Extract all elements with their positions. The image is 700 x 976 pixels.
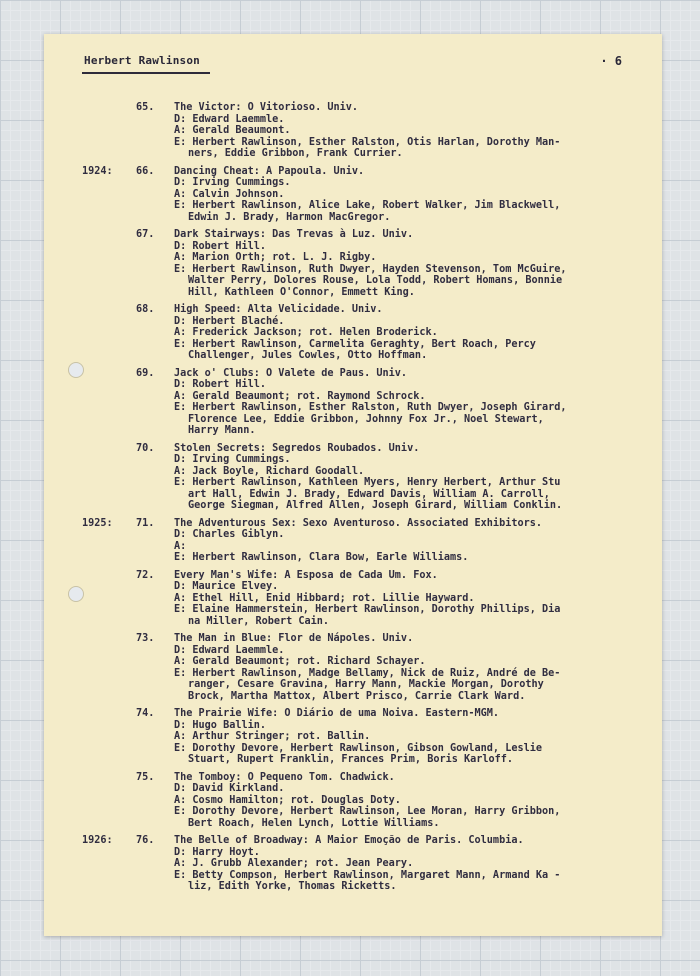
entry-number: 69. [136,367,155,379]
entry-number: 65. [136,102,155,113]
credit-line: A: Calvin Johnson. [174,188,285,200]
credit-continuation-line: ners, Eddie Gribbon, Frank Currier. [188,148,403,159]
page-header-name: Herbert Rawlinson [84,54,200,67]
credit-line: A: J. Grubb Alexander; rot. Jean Peary. [174,858,414,869]
film-entry [82,368,642,437]
credit-line: A: Jack Boyle, Richard Goodall. [174,465,365,477]
filmography-list [82,102,642,899]
film-entry [82,633,642,702]
film-entry [82,570,642,628]
film-entry [82,166,642,224]
entry-number: 67. [136,229,155,240]
credit-line: D: Edward Laemmle. [174,113,285,125]
credit-line: A: Gerald Beaumont. [174,125,291,136]
credit-line: A: Frederick Jackson; rot. Helen Broderick. [174,327,438,338]
credit-line: E: Elaine Hammerstein, Herbert Rawlinson, Dorothy Phillips, Dia [174,604,561,615]
credit-continuation-line: Bert Roach, Helen Lynch, Lottie Williams. [188,817,440,829]
credit-continuation-line: ranger, Cesare Gravina, Harry Mann, Mackie Morgan, Dorothy [188,679,544,690]
film-entry [82,518,642,564]
credit-line: D: Robert Hill. [174,379,267,390]
entry-number: 68. [136,304,155,315]
film-title-line: The Man in Blue: Flor de Nápoles. Univ. [174,633,414,644]
entry-year: 1925: [82,517,113,529]
credit-line: A: Arthur Stringer; rot. Ballin. [174,731,371,742]
entry-number: 76. [136,835,155,846]
film-title-line: The Belle of Broadway: A Maior Emoção de Paris. Columbia. [174,835,524,846]
film-title-line: Stolen Secrets: Segredos Roubados. Univ. [174,442,420,454]
page-number-value: 6 [614,54,622,68]
film-entry [82,835,642,893]
entry-number: 70. [136,442,155,454]
entry-number: 75. [136,771,155,783]
credit-line: A: [174,540,187,552]
credit-line: E: Herbert Rawlinson, Kathleen Myers, Henry Herbert, Arthur Stu [174,477,561,488]
credit-line: D: Maurice Elvey. [174,581,279,592]
credit-line: E: Herbert Rawlinson, Carmelita Geraghty, Bert Roach, Percy [174,338,536,350]
credit-line: E: Dorothy Devore, Herbert Rawlinson, Lee Moran, Harry Gribbon, [174,806,561,817]
credit-continuation-line: Brock, Martha Mattox, Albert Prisco, Carrie Clark Ward. [188,690,526,702]
film-title-line: Jack o' Clubs: O Valete de Paus. Univ. [174,367,408,379]
credit-line: E: Herbert Rawlinson, Esther Ralston, Otis Harlan, Dorothy Man- [174,136,561,148]
typewritten-page [44,34,662,936]
film-title-line: Every Man's Wife: A Esposa de Cada Um. Fox. [174,569,438,581]
entry-number: 72. [136,569,155,581]
film-entry [82,304,642,362]
credit-line: D: Edward Laemmle. [174,644,285,656]
film-title-line: Dark Stairways: Das Trevas à Luz. Univ. [174,229,414,240]
credit-continuation-line: Stuart, Rupert Franklin, Frances Prim, Boris Karloff. [188,754,514,765]
credit-continuation-line: Challenger, Jules Cowles, Otto Hoffman. [188,350,428,361]
film-title-line: High Speed: Alta Velicidade. Univ. [174,304,383,315]
film-entry [82,772,642,830]
credit-line: E: Dorothy Devore, Herbert Rawlinson, Gibson Gowland, Leslie [174,742,543,754]
credit-continuation-line: Walter Perry, Dolores Rouse, Lola Todd, Robert Homans, Bonnie [188,275,563,286]
credit-continuation-line: Harry Mann. [188,425,256,436]
credit-continuation-line: art Hall, Edwin J. Brady, Edward Davis, William A. Carroll, [188,488,550,500]
film-title-line: Dancing Cheat: A Papoula. Univ. [174,165,365,177]
credit-line: D: Herbert Blaché. [174,315,285,327]
entry-year: 1924: [82,165,113,177]
credit-line: A: Gerald Beaumont; rot. Raymond Schrock. [174,390,426,402]
page-number: · 6 [600,54,622,68]
credit-line: A: Gerald Beaumont; rot. Richard Schayer. [174,656,426,667]
credit-line: A: Ethel Hill, Enid Hibbard; rot. Lillie Hayward. [174,592,475,604]
credit-continuation-line: liz, Edith Yorke, Thomas Ricketts. [188,881,397,892]
credit-line: D: Harry Hoyt. [174,846,260,858]
credit-line: D: Hugo Ballin. [174,719,267,731]
credit-line: D: Irving Cummings. [174,177,291,188]
credit-line: E: Herbert Rawlinson, Clara Bow, Earle Williams. [174,552,469,563]
film-title-line: The Prairie Wife: O Diário de uma Noiva. Eastern-MGM. [174,708,500,719]
credit-continuation-line: Edwin J. Brady, Harmon MacGregor. [188,211,391,223]
credit-continuation-line: Hill, Kathleen O'Connor, Emmett King. [188,286,415,298]
credit-line: E: Herbert Rawlinson, Esther Ralston, Ruth Dwyer, Joseph Girard, [174,402,567,413]
entry-number: 66. [136,165,155,177]
film-title-line: The Adventurous Sex: Sexo Aventuroso. Associated Exhibitors. [174,517,543,529]
film-entry [82,708,642,766]
credit-line: D: Irving Cummings. [174,454,291,465]
header-underline [82,72,210,74]
film-entry [82,102,642,160]
credit-line: D: David Kirkland. [174,783,285,794]
film-entry [82,229,642,298]
credit-line: A: Cosmo Hamilton; rot. Douglas Doty. [174,794,401,806]
credit-line: D: Robert Hill. [174,240,267,252]
credit-line: E: Betty Compson, Herbert Rawlinson, Margaret Mann, Armand Ka - [174,869,561,881]
entry-number: 71. [136,517,155,529]
entry-number: 73. [136,633,155,644]
credit-continuation-line: na Miller, Robert Cain. [188,615,330,627]
credit-continuation-line: George Siegman, Alfred Allen, Joseph Girard, William Conklin. [188,500,563,511]
entry-year: 1926: [82,835,113,846]
film-title-line: The Victor: O Vitorioso. Univ. [174,102,359,113]
credit-continuation-line: Florence Lee, Eddie Gribbon, Johnny Fox Jr., Noel Stewart, [188,413,544,425]
credit-line: E: Herbert Rawlinson, Ruth Dwyer, Hayden Stevenson, Tom McGuire, [174,263,567,275]
credit-line: E: Herbert Rawlinson, Madge Bellamy, Nick de Ruiz, André de Be- [174,667,561,679]
credit-line: E: Herbert Rawlinson, Alice Lake, Robert Walker, Jim Blackwell, [174,200,561,211]
credit-line: A: Marion Orth; rot. L. J. Rigby. [174,252,377,263]
film-title-line: The Tomboy: O Pequeno Tom. Chadwick. [174,771,395,783]
credit-line: D: Charles Giblyn. [174,529,285,540]
film-entry [82,443,642,512]
entry-number: 74. [136,708,155,719]
